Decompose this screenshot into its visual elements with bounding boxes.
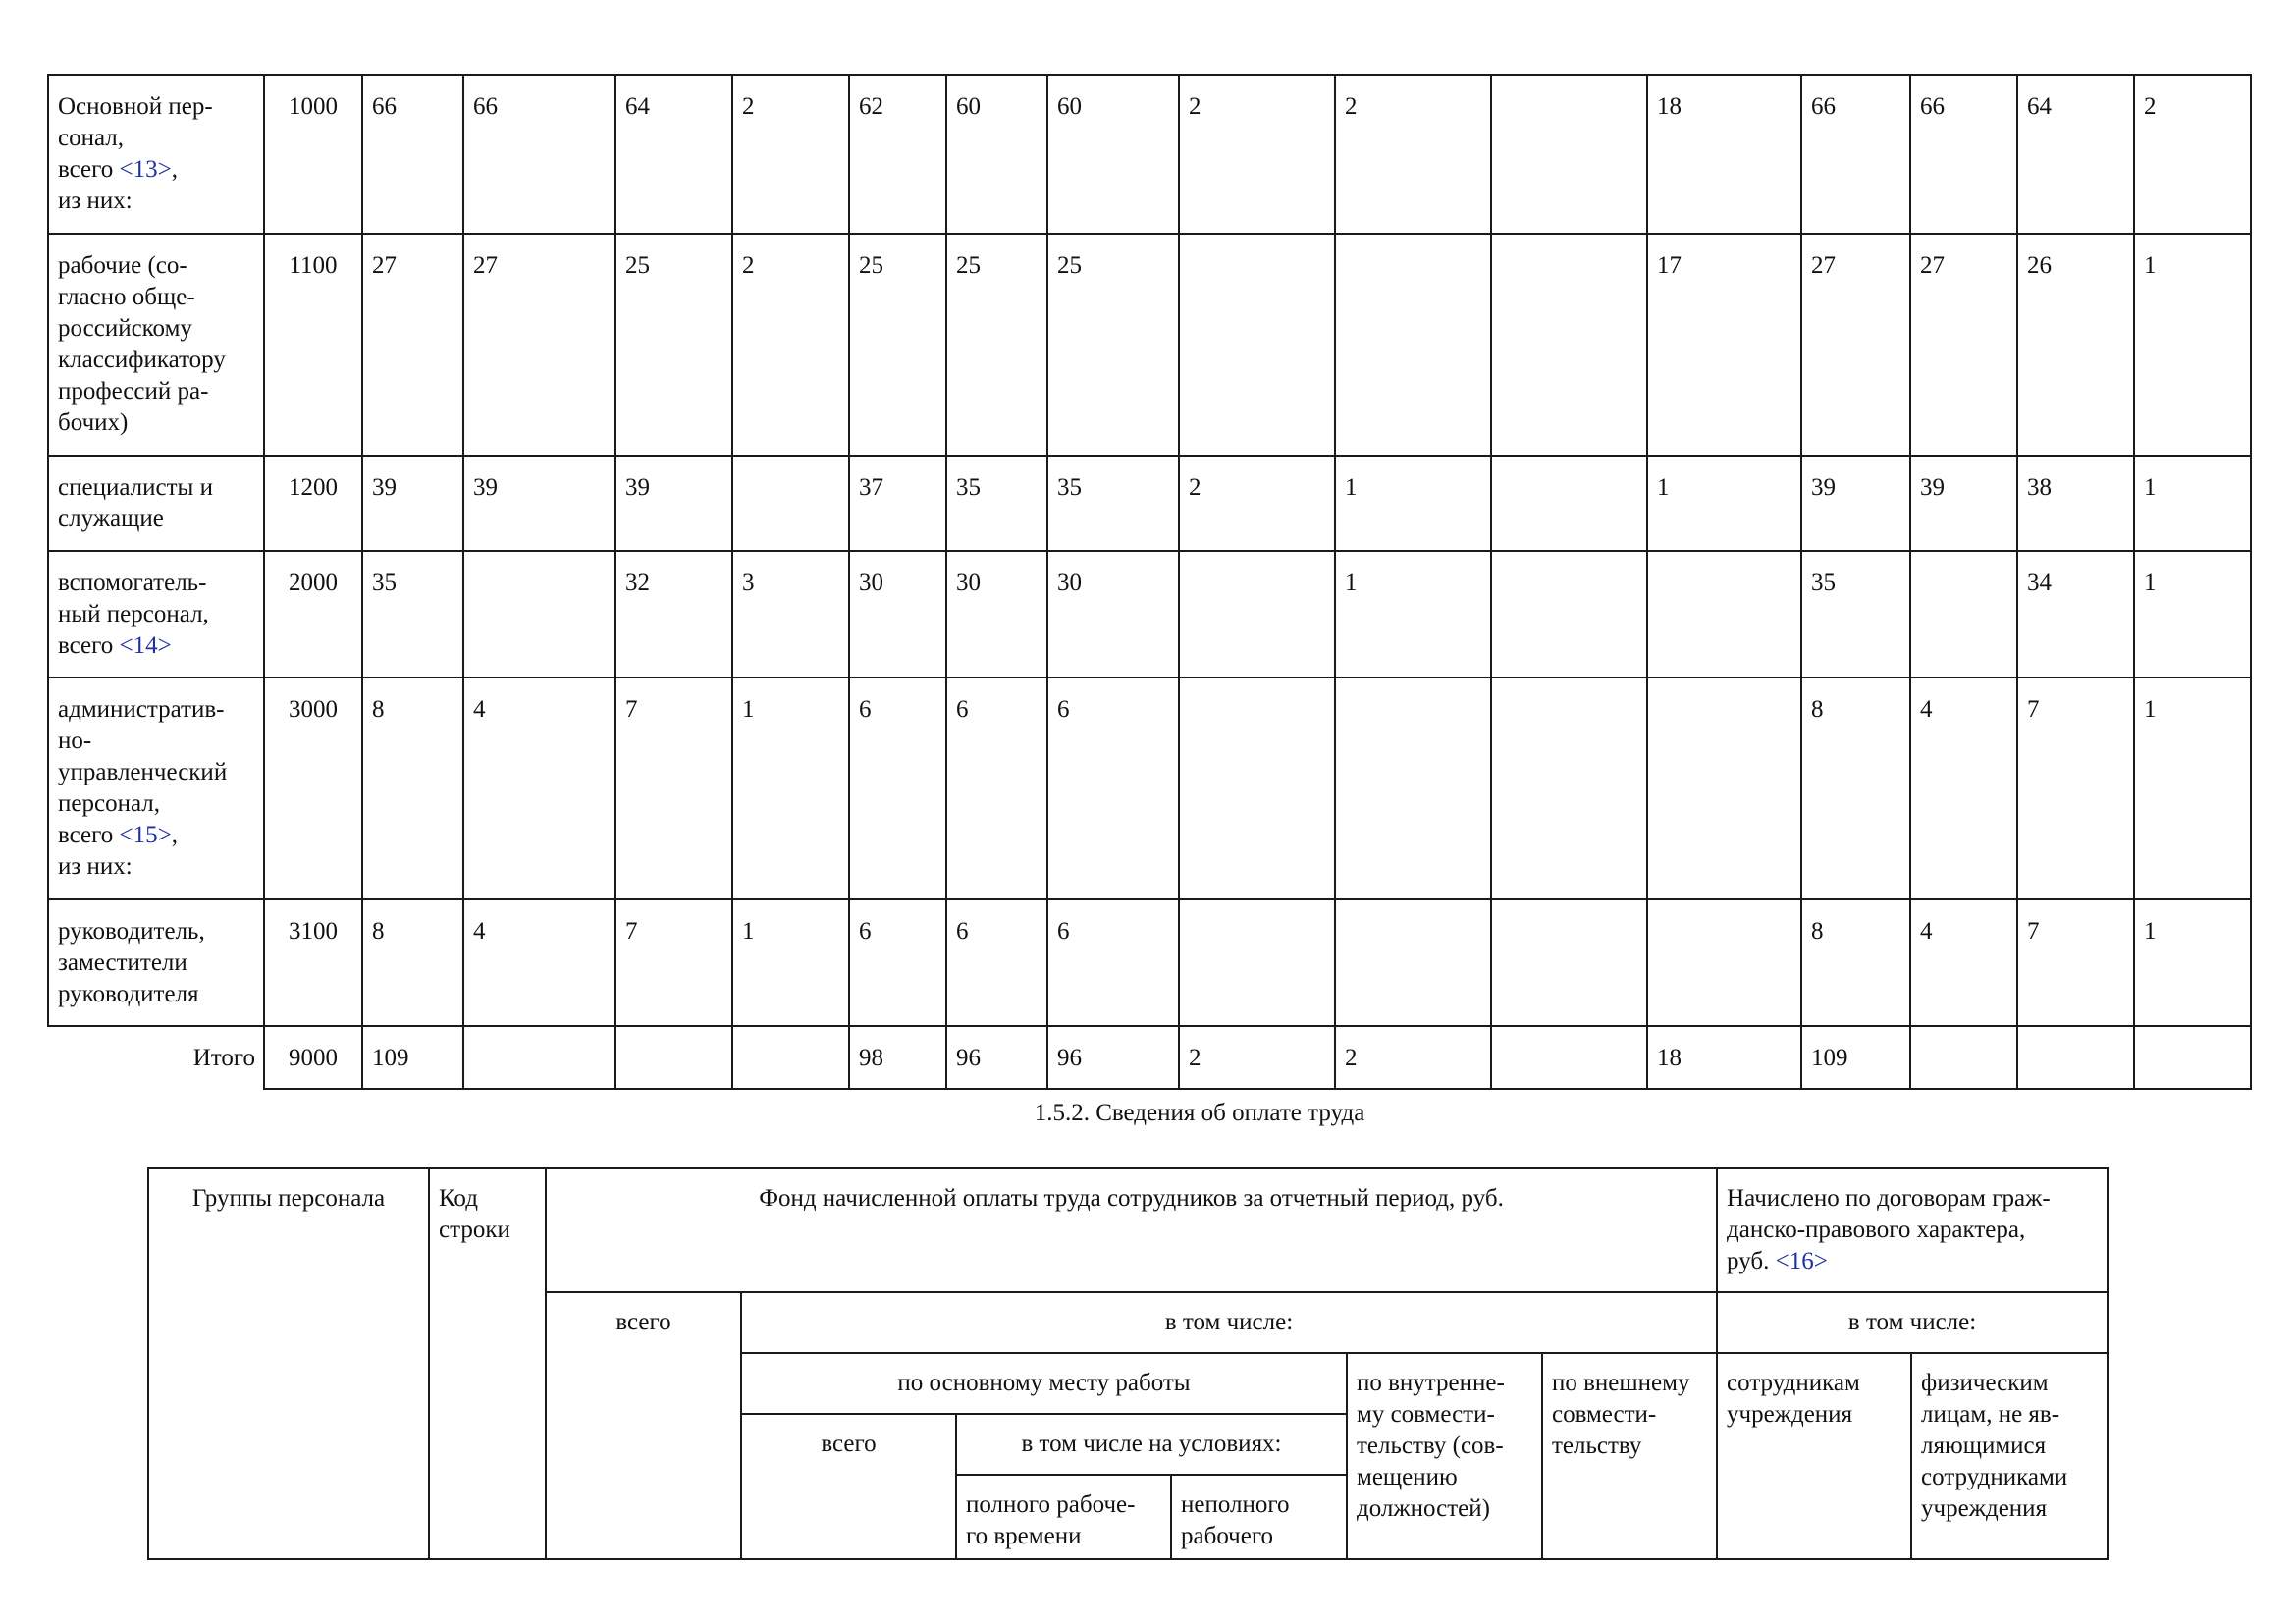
- table-cell: [1335, 899, 1491, 1026]
- table-cell: [1647, 551, 1801, 677]
- table-cell: [1491, 551, 1647, 677]
- table-cell: 38: [2017, 456, 2134, 551]
- table-cell: 98: [849, 1026, 946, 1089]
- header-line: го времени: [966, 1523, 1082, 1549]
- table-cell: [1491, 1026, 1647, 1089]
- code-header-line: Код: [439, 1185, 478, 1212]
- table-cell: 64: [615, 75, 732, 234]
- row-label-line: из них:: [58, 188, 133, 214]
- table-cell: 60: [1047, 75, 1179, 234]
- row-code: 1200: [264, 456, 362, 551]
- table-cell: 35: [946, 456, 1047, 551]
- row-label-line: управленческий: [58, 759, 228, 785]
- fund-total-header: всего: [546, 1292, 741, 1559]
- internal-combination-header: [1347, 1353, 1542, 1559]
- row-label: [48, 899, 264, 1026]
- table-cell: 2: [1335, 75, 1491, 234]
- table-cell: [1491, 677, 1647, 899]
- table-cell: 17: [1647, 234, 1801, 456]
- header-line: по внешнему: [1552, 1370, 1690, 1396]
- row-label: [48, 75, 264, 234]
- table-cell: [463, 1026, 615, 1089]
- row-label-line: ный персонал,: [58, 601, 209, 627]
- table-cell: 1: [2134, 899, 2251, 1026]
- punctuation: ,: [171, 822, 178, 848]
- fund-header: Фонд начисленной оплаты труда сотрудников за отчетный период, руб.: [546, 1168, 1717, 1292]
- header-line: по внутренне-: [1357, 1370, 1505, 1396]
- table-cell: 66: [463, 75, 615, 234]
- table-cell: [1179, 677, 1335, 899]
- footnote-link[interactable]: <13>: [119, 156, 172, 183]
- table-cell: 1: [732, 677, 849, 899]
- table-cell: 109: [362, 1026, 463, 1089]
- table-cell: 2: [1179, 75, 1335, 234]
- table-cell: 30: [1047, 551, 1179, 677]
- table-cell: 96: [946, 1026, 1047, 1089]
- table-cell: 39: [463, 456, 615, 551]
- table-cell: [1491, 234, 1647, 456]
- table-row: [48, 75, 2251, 234]
- table-row: [48, 677, 2251, 899]
- header-line: сотрудникам: [1727, 1370, 1860, 1396]
- table-cell: [1179, 551, 1335, 677]
- row-label-line: из них:: [58, 853, 133, 880]
- row-label-line: рабочие (со-: [58, 252, 187, 279]
- table-cell: 8: [1801, 899, 1910, 1026]
- main-place-header: по основному месту работы: [741, 1353, 1347, 1414]
- table-row: [48, 456, 2251, 551]
- row-code: 9000: [264, 1026, 362, 1089]
- row-label-line: административ-: [58, 696, 225, 723]
- table-row: [48, 551, 2251, 677]
- header-line: учреждения: [1921, 1495, 2048, 1522]
- table-cell: [1910, 1026, 2017, 1089]
- table-cell: 35: [1047, 456, 1179, 551]
- header-line: ляющимися: [1921, 1433, 2047, 1459]
- total-row: [48, 1026, 2251, 1089]
- table-cell: [1491, 75, 1647, 234]
- table-cell: 25: [1047, 234, 1179, 456]
- table-cell: 25: [849, 234, 946, 456]
- table-cell: [1491, 899, 1647, 1026]
- table-cell: 26: [2017, 234, 2134, 456]
- punctuation: ,: [171, 156, 178, 183]
- groups-header: Группы персонала: [148, 1168, 429, 1559]
- row-label-line: всего: [58, 822, 120, 848]
- table-cell: [1335, 677, 1491, 899]
- header-line: тельству (сов-: [1357, 1433, 1504, 1459]
- table-cell: 60: [946, 75, 1047, 234]
- part-time-header: [1171, 1475, 1347, 1559]
- table-cell: 6: [849, 899, 946, 1026]
- main-place-total-header: всего: [741, 1414, 956, 1559]
- table-cell: [463, 551, 615, 677]
- table-cell: 2: [1179, 1026, 1335, 1089]
- external-combination-header: [1542, 1353, 1717, 1559]
- row-code: 2000: [264, 551, 362, 677]
- table-cell: 18: [1647, 1026, 1801, 1089]
- header-line: тельству: [1552, 1433, 1642, 1459]
- table-cell: 39: [615, 456, 732, 551]
- table-cell: 7: [615, 899, 732, 1026]
- footnote-link[interactable]: <14>: [119, 632, 172, 659]
- row-label-line: служащие: [58, 506, 164, 532]
- row-label: [48, 456, 264, 551]
- table-row: [48, 899, 2251, 1026]
- to-individuals-header: [1911, 1353, 2108, 1559]
- civil-including-header: в том числе:: [1717, 1292, 2108, 1353]
- row-label-line: всего: [58, 632, 120, 659]
- header-line: мещению: [1357, 1464, 1458, 1490]
- row-label-line: но-: [58, 728, 92, 754]
- table-cell: 27: [463, 234, 615, 456]
- total-label: Итого: [48, 1026, 264, 1089]
- row-label-line: всего: [58, 156, 120, 183]
- table-cell: 35: [362, 551, 463, 677]
- table-cell: 4: [463, 899, 615, 1026]
- staff-table: [47, 74, 2252, 1090]
- table-cell: 109: [1801, 1026, 1910, 1089]
- header-line: му совмести-: [1357, 1401, 1495, 1428]
- table-cell: 1: [2134, 234, 2251, 456]
- table-row: [48, 234, 2251, 456]
- row-label: [48, 677, 264, 899]
- table-cell: 27: [1910, 234, 2017, 456]
- header-line: лицам, не яв-: [1921, 1401, 2060, 1428]
- table-cell: 8: [362, 899, 463, 1026]
- table-cell: [1179, 899, 1335, 1026]
- table-cell: 7: [615, 677, 732, 899]
- table-cell: [1910, 551, 2017, 677]
- header-line: учреждения: [1727, 1401, 1853, 1428]
- table-cell: 1: [2134, 677, 2251, 899]
- row-code: 1100: [264, 234, 362, 456]
- table-cell: [732, 1026, 849, 1089]
- table-cell: 34: [2017, 551, 2134, 677]
- row-label-line: заместители: [58, 949, 187, 976]
- table-cell: 27: [362, 234, 463, 456]
- table-cell: 8: [362, 677, 463, 899]
- footnote-link[interactable]: <16>: [1775, 1248, 1828, 1274]
- full-time-header: [956, 1475, 1171, 1559]
- row-label-line: вспомогатель-: [58, 569, 207, 596]
- row-label-line: бочих): [58, 409, 129, 436]
- row-code: 3000: [264, 677, 362, 899]
- civil-header-line: руб.: [1727, 1248, 1776, 1274]
- table-cell: 18: [1647, 75, 1801, 234]
- row-label-line: профессий ра-: [58, 378, 209, 405]
- table-cell: 2: [2134, 75, 2251, 234]
- table-cell: 1: [1335, 456, 1491, 551]
- table-cell: 62: [849, 75, 946, 234]
- code-header: [429, 1168, 546, 1559]
- code-header-line: строки: [439, 1217, 510, 1243]
- table-cell: 1: [1335, 551, 1491, 677]
- table-cell: [732, 456, 849, 551]
- header-line: рабочего: [1181, 1523, 1273, 1549]
- row-label-line: гласно обще-: [58, 284, 195, 310]
- row-code: 3100: [264, 899, 362, 1026]
- table-cell: 2: [1179, 456, 1335, 551]
- header-line: физическим: [1921, 1370, 2049, 1396]
- table-cell: 32: [615, 551, 732, 677]
- pay-table: [147, 1167, 2109, 1560]
- row-code: 1000: [264, 75, 362, 234]
- table-cell: 96: [1047, 1026, 1179, 1089]
- table-cell: 1: [732, 899, 849, 1026]
- table-cell: 66: [1801, 75, 1910, 234]
- header-line: совмести-: [1552, 1401, 1657, 1428]
- table-cell: [615, 1026, 732, 1089]
- table-cell: 7: [2017, 677, 2134, 899]
- table-cell: 6: [849, 677, 946, 899]
- table-cell: [1179, 234, 1335, 456]
- row-label-line: классификатору: [58, 347, 226, 373]
- table-cell: [2134, 1026, 2251, 1089]
- table-cell: 6: [946, 899, 1047, 1026]
- table-cell: 2: [732, 75, 849, 234]
- table-cell: [1647, 677, 1801, 899]
- header-line: неполного: [1181, 1491, 1290, 1518]
- civil-contracts-header: [1717, 1168, 2108, 1292]
- table-cell: 6: [1047, 899, 1179, 1026]
- table-cell: 37: [849, 456, 946, 551]
- table-cell: 1: [1647, 456, 1801, 551]
- table-cell: [2017, 1026, 2134, 1089]
- table-cell: 2: [732, 234, 849, 456]
- table-cell: 30: [946, 551, 1047, 677]
- table-cell: [1335, 234, 1491, 456]
- civil-header-line: Начислено по договорам граж-: [1727, 1185, 2051, 1212]
- table-cell: 1: [2134, 456, 2251, 551]
- table-cell: 4: [463, 677, 615, 899]
- row-label-line: сонал,: [58, 125, 125, 151]
- header-line: должностей): [1357, 1495, 1490, 1522]
- table-cell: 39: [1910, 456, 2017, 551]
- table-cell: [1491, 456, 1647, 551]
- table-cell: 4: [1910, 677, 2017, 899]
- to-employees-header: [1717, 1353, 1911, 1559]
- header-line: сотрудниками: [1921, 1464, 2068, 1490]
- table-cell: 39: [1801, 456, 1910, 551]
- fund-including-header: в том числе:: [741, 1292, 1717, 1353]
- row-label: [48, 551, 264, 677]
- row-label-line: российскому: [58, 315, 192, 342]
- table-cell: 66: [1910, 75, 2017, 234]
- row-label-line: Основной пер-: [58, 93, 213, 120]
- table-cell: 66: [362, 75, 463, 234]
- table-cell: 1: [2134, 551, 2251, 677]
- row-label-line: руководитель,: [58, 918, 205, 945]
- section-title: 1.5.2. Сведения об оплате труда: [1034, 1100, 1365, 1126]
- table-cell: 64: [2017, 75, 2134, 234]
- footnote-link[interactable]: <15>: [119, 822, 172, 848]
- table-cell: 2: [1335, 1026, 1491, 1089]
- table-cell: 35: [1801, 551, 1910, 677]
- table-cell: 25: [946, 234, 1047, 456]
- row-label-line: специалисты и: [58, 474, 213, 501]
- row-label: [48, 234, 264, 456]
- table-cell: 3: [732, 551, 849, 677]
- civil-header-line: данско-правового характера,: [1727, 1217, 2026, 1243]
- table-cell: 8: [1801, 677, 1910, 899]
- row-label-line: руководителя: [58, 981, 199, 1007]
- conditions-header: в том числе на условиях:: [956, 1414, 1347, 1475]
- table-cell: 25: [615, 234, 732, 456]
- row-label-line: персонал,: [58, 790, 160, 817]
- header-line: полного рабоче-: [966, 1491, 1136, 1518]
- table-cell: 6: [1047, 677, 1179, 899]
- table-cell: 39: [362, 456, 463, 551]
- table-cell: 27: [1801, 234, 1910, 456]
- table-cell: 6: [946, 677, 1047, 899]
- table-cell: 4: [1910, 899, 2017, 1026]
- table-cell: [1647, 899, 1801, 1026]
- table-cell: 30: [849, 551, 946, 677]
- table-cell: 7: [2017, 899, 2134, 1026]
